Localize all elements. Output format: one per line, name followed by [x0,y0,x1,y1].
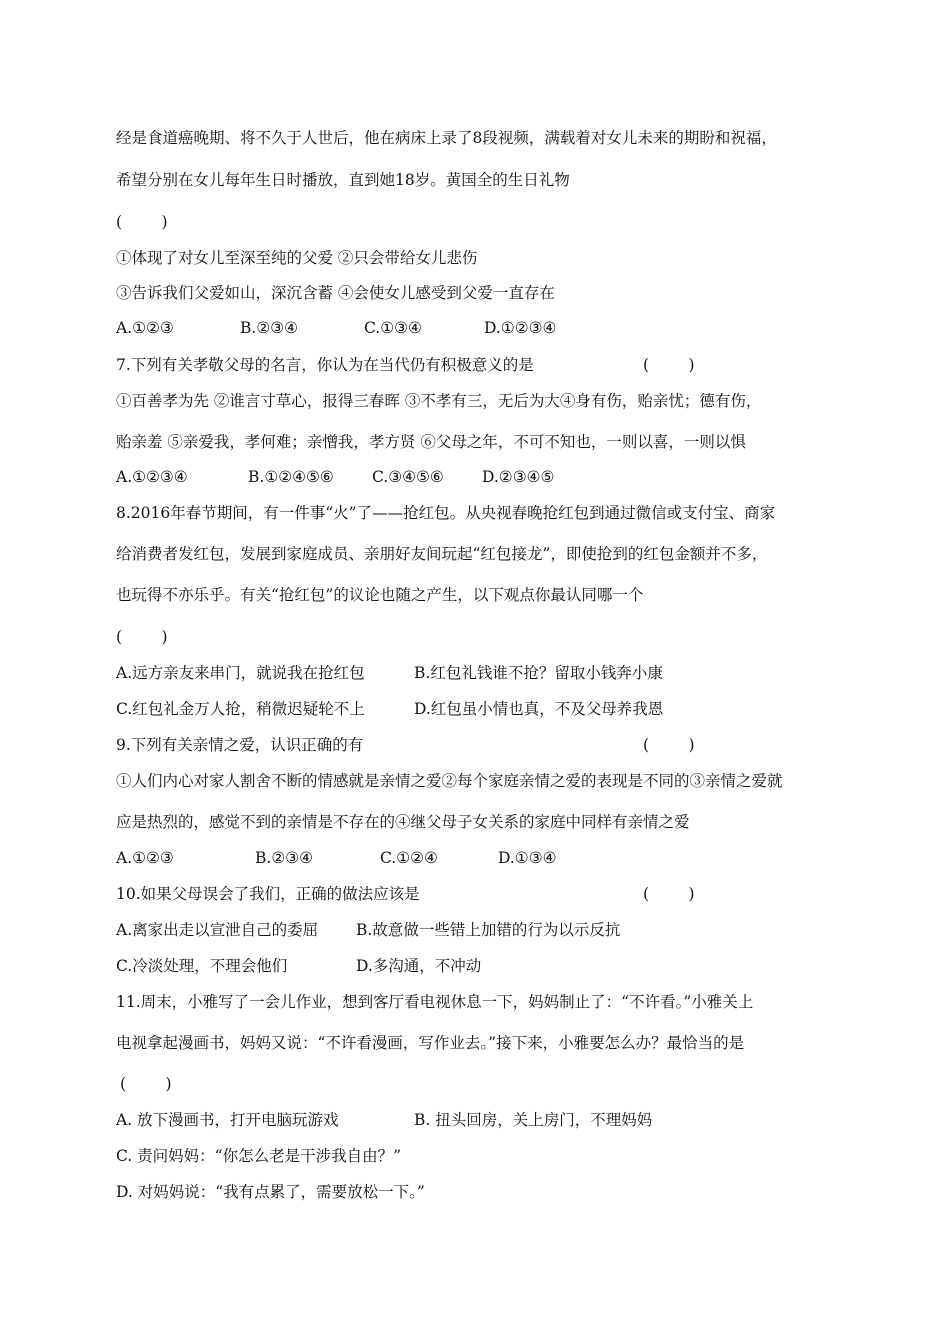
q10-stem: 10.如果父母误会了我们，正确的做法应该是 [116,885,420,903]
q8-text-line-1: 8.2016年春节期间，有一件事“火”了——抢红包。从央视春晚抢红包到通过微信或支付宝、商家 [116,504,776,522]
q8-option-a: A.远方亲友来串门，就说我在抢红包 [116,664,365,682]
q7-text-line-1: ①百善孝为先 ②谁言寸草心，报得三春晖 ③不孝有三，无后为大④身有伤，贻亲忧；德有伤， [116,392,762,410]
q11-text-line-1: 11.周末，小雅写了一会儿作业，想到客厅看电视休息一下，妈妈制止了：“不许看。”小雅关上 [116,993,754,1011]
q9-option-d: D.①③④ [498,849,557,867]
q11-option-a: A. 放下漫画书，打开电脑玩游戏 [116,1111,339,1129]
q7-stem: 7.下列有关孝敬父母的名言，你认为在当代仍有积极意义的是 [116,356,534,374]
q11-option-c: C. 责问妈妈：“你怎么老是干涉我自由？” [116,1147,402,1165]
q11-option-b: B. 扭头回房，关上房门，不理妈妈 [414,1111,653,1129]
q9-option-a: A.①②③ [116,849,174,867]
q8-option-b: B.红包礼钱谁不抢？留取小钱奔小康 [414,664,663,682]
q7-answer-blank: ( ) [643,356,695,374]
q7-option-c: C.③④⑤⑥ [372,468,444,486]
q6-option-c: C.①③④ [364,319,422,337]
q8-option-c: C.红包礼金万人抢，稍微迟疑轮不上 [116,700,365,718]
q6-text-line-1: 经是食道癌晚期、将不久于人世后，他在病床上录了8段视频，满载着对女儿未来的期盼和祝福， [116,129,777,147]
q11-option-d: D. 对妈妈说：“我有点累了，需要放松一下。” [116,1183,425,1201]
q6-option-b: B.②③④ [240,319,299,337]
q9-stem: 9.下列有关亲情之爱，认识正确的有 [116,736,364,754]
q6-option-a: A.①②③ [116,319,174,337]
q8-text-line-3: 也玩得不亦乐乎。有关“抢红包”的议论也随之产生，以下观点你最认同哪一个 [116,586,644,604]
q8-answer-blank: ( ) [116,628,168,646]
q7-option-b: B.①②④⑤⑥ [248,468,334,486]
q10-option-a: A.离家出走以宣泄自己的委屈 [116,921,319,939]
q6-answer-blank: ( ) [116,213,168,231]
q10-option-d: D.多沟通，不冲动 [356,957,482,975]
q10-answer-blank: ( ) [643,885,695,903]
q11-answer-blank: ( ) [120,1075,172,1093]
q10-option-b: B.故意做一些错上加错的行为以示反抗 [356,921,621,939]
q9-answer-blank: ( ) [643,736,695,754]
q6-statement-1: ①体现了对女儿至深至纯的父爱 ②只会带给女儿悲伤 [116,249,478,267]
q8-option-d: D.红包虽小情也真，不及父母养我恩 [414,700,664,718]
q6-statement-2: ③告诉我们父爱如山，深沉含蓄 ④会使女儿感受到父爱一直存在 [116,284,555,302]
q7-text-line-2: 贻亲羞 ⑤亲爱我，孝何难；亲憎我，孝方贤 ⑥父母之年，不可不知也，一则以喜，一则以惧 [116,433,746,451]
q7-option-a: A.①②③④ [116,468,188,486]
q8-text-line-2: 给消费者发红包，发展到家庭成员、亲朋好友间玩起“红包接龙”，即使抢到的红包金额并不多， [116,545,768,563]
q9-text-line-2: 应是热烈的，感觉不到的亲情是不存在的④继父母子女关系的家庭中同样有亲情之爱 [116,813,690,831]
q9-text-line-1: ①人们内心对家人割舍不断的情感就是亲情之爱②每个家庭亲情之爱的表现是不同的③亲情之爱就 [116,772,783,790]
q9-option-c: C.①②④ [380,849,438,867]
q6-option-d: D.①②③④ [484,319,557,337]
q7-option-d: D.②③④⑤ [482,468,555,486]
q9-option-b: B.②③④ [255,849,314,867]
q6-text-line-2: 希望分别在女儿每年生日时播放，直到她18岁。黄国全的生日礼物 [116,171,570,189]
q10-option-c: C.冷淡处理，不理会他们 [116,957,288,975]
q11-text-line-2: 电视拿起漫画书，妈妈又说：“不许看漫画，写作业去。”接下来，小雅要怎么办？最恰当的是 [116,1034,745,1052]
